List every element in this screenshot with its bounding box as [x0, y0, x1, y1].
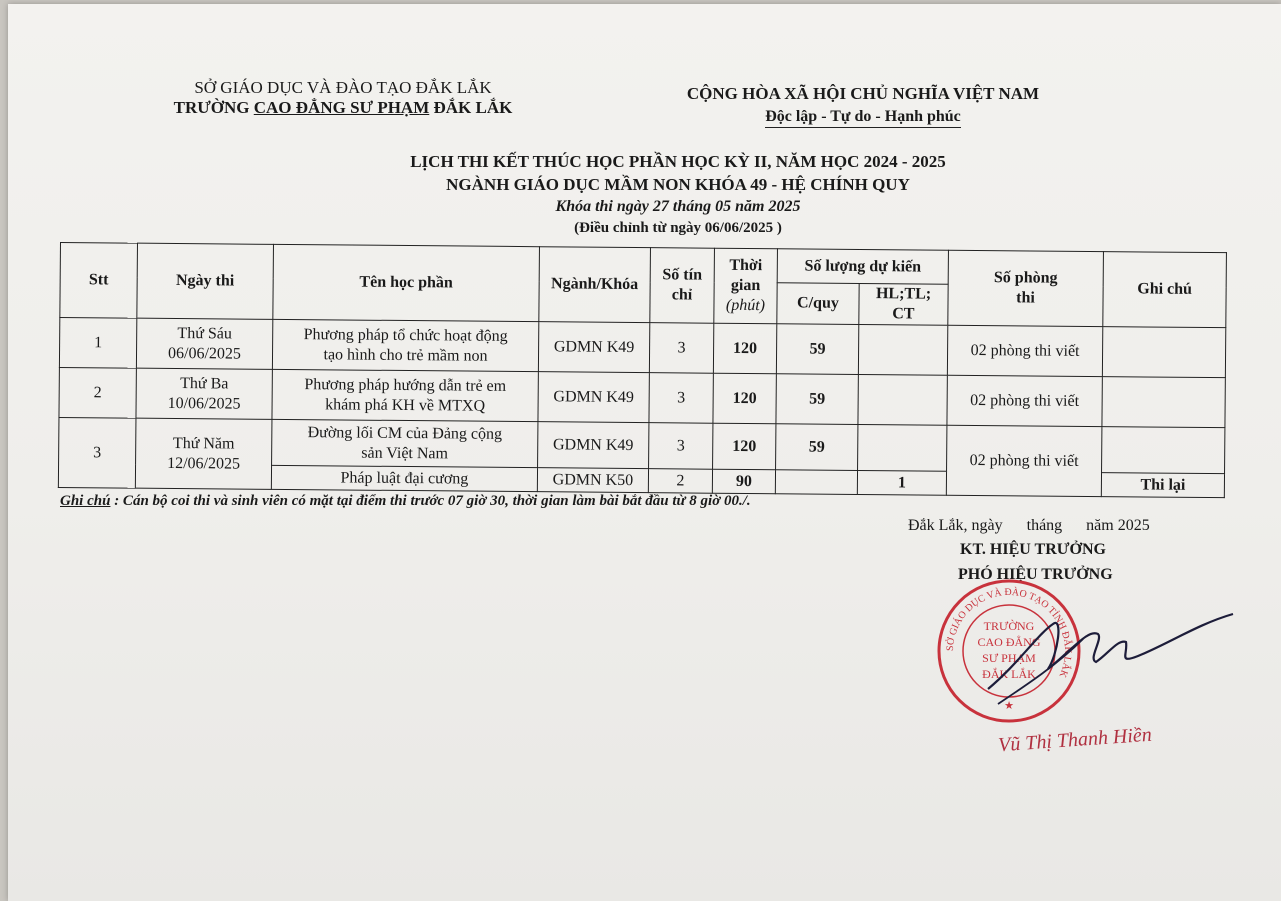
table-row: 1 Thứ Sáu 06/06/2025 Phương pháp tổ chức hoạt động tạo hình cho trẻ mầm non GDMN K49 3 120 59 02 phòng thi viết — [59, 318, 1225, 378]
svg-text:TRƯỜNG: TRƯỜNG — [983, 619, 1035, 633]
adjustment-note: (Điều chỉnh từ ngày 06/06/2025 ) — [574, 220, 782, 236]
table-row: 2 Thứ Ba 10/06/2025 Phương pháp hướng dẫn trẻ em khám phá KH về MTXQ GDMN K49 3 120 59 02 phòng thi viết — [59, 367, 1225, 427]
handwritten-signature-icon — [978, 594, 1238, 714]
col-header-regular: C/quy — [777, 283, 859, 325]
svg-text:★: ★ — [1004, 700, 1014, 712]
national-header — [638, 84, 1088, 128]
document-title-block — [258, 150, 1098, 238]
signer-title-1: KT. HIỆU TRƯỞNG — [960, 541, 1106, 558]
seal-ring-text: SỞ GIÁO DỤC VÀ ĐÀO TẠO TỈNH ĐẮK LẮK — [944, 586, 1074, 680]
school-name: TRƯỜNG CAO ĐẲNG SƯ PHẠM ĐẮK LẮK — [173, 98, 513, 117]
issuer-header — [108, 78, 578, 118]
col-header-credits: Số tín chỉ — [650, 248, 715, 324]
svg-text:SƯ PHẠM: SƯ PHẠM — [982, 651, 1036, 665]
col-header-major: Ngành/Khóa — [539, 247, 651, 323]
exam-session: Khóa thi ngày 27 tháng 05 năm 2025 — [555, 198, 801, 215]
title-line-2: NGÀNH GIÁO DỤC MẦM NON KHÓA 49 - HỆ CHÍNH QUY — [446, 175, 910, 194]
col-header-subject: Tên học phần — [273, 244, 540, 321]
footnote: Ghi chú : Cán bộ coi thi và sinh viên có mặt tại điểm thi trước 07 giờ 30, thời gian làm bài bắt đầu từ 8 giờ 00./. — [60, 493, 751, 509]
country-name: CỘNG HÒA XÃ HỘI CHỦ NGHĨA VIỆT NAM — [686, 84, 1040, 103]
exam-schedule-table — [58, 242, 1227, 498]
svg-text:ĐẮK LẮK: ĐẮK LẮK — [982, 667, 1036, 681]
header-row-1 — [60, 243, 1226, 287]
table-row: Pháp luật đại cương GDMN K50 2 90 1 Thi lại — [58, 463, 1224, 497]
signer-name: Vũ Thị Thanh Hiền — [997, 723, 1153, 757]
title-line-1: LỊCH THI KẾT THÚC HỌC PHẦN HỌC KỲ II, NĂM HỌC 2024 - 2025 — [410, 152, 946, 171]
department-name: SỞ GIÁO DỤC VÀ ĐÀO TẠO ĐẮK LẮK — [194, 78, 492, 97]
col-header-quantity: Số lượng dự kiến — [777, 249, 948, 284]
col-header-retake: HL;TL; CT — [859, 283, 948, 325]
table-row: 3 Thứ Năm 12/06/2025 Đường lối CM của Đảng cộng sản Việt Nam GDMN K49 3 120 59 02 phòng thi viết — [59, 417, 1225, 473]
col-header-stt: Stt — [60, 243, 138, 319]
place-and-date: Đắk Lắk, ngày tháng năm 2025 — [908, 517, 1150, 534]
col-header-notes: Ghi chú — [1103, 252, 1227, 328]
col-header-duration: Thời gian (phút) — [714, 248, 778, 324]
col-header-date: Ngày thi — [137, 243, 274, 319]
signer-title-2: PHÓ HIỆU TRƯỞNG — [958, 566, 1113, 583]
national-motto: Độc lập - Tự do - Hạnh phúc — [765, 108, 961, 128]
document-sheet — [8, 4, 1281, 901]
svg-text:CAO ĐẲNG: CAO ĐẲNG — [977, 635, 1041, 649]
col-header-rooms: Số phòng thi — [948, 250, 1104, 326]
